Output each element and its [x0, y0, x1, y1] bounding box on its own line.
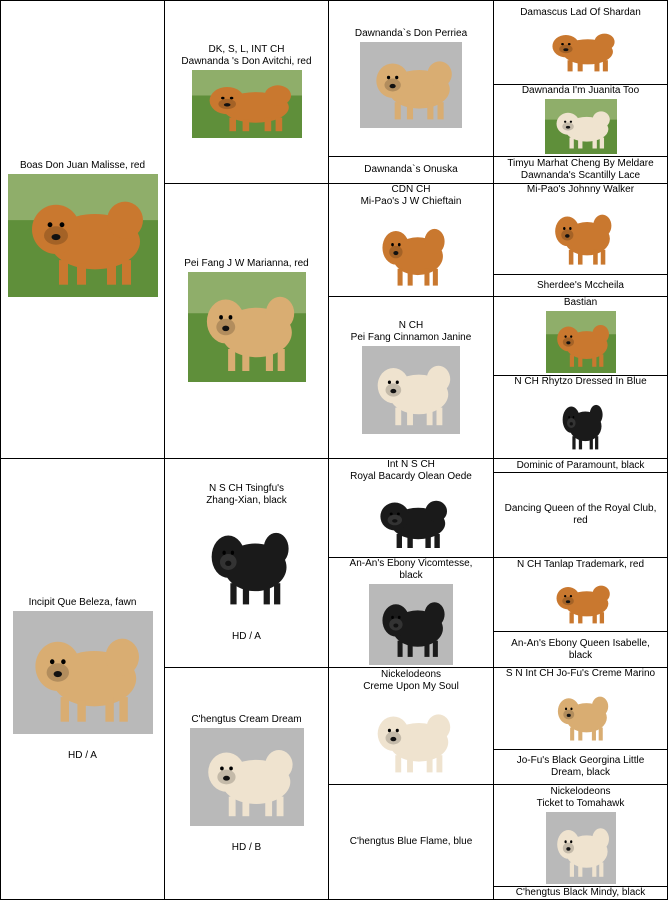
dog-name-line1: Pei Fang J W Marianna, red [184, 258, 309, 269]
dog-photo [13, 611, 153, 734]
dog-photo [546, 311, 616, 373]
dog-name-line2: Dawnanda 's Don Avitchi, red [181, 56, 312, 67]
pedigree-cell-d15 [493, 0, 668, 85]
dog-name-line1: Int N S CH [387, 459, 435, 470]
dog-photo [545, 99, 617, 154]
dog-photo [547, 682, 615, 747]
pedigree-cell-d19 [493, 274, 668, 297]
dog-name-line2: black [399, 570, 423, 581]
dog-name-line1: Jo-Fu's Black Georgina Little [516, 755, 645, 766]
pedigree-cell-d27 [493, 749, 668, 785]
health-score: HD / B [231, 841, 262, 853]
dog-photo [362, 695, 460, 781]
dog-photo [8, 174, 158, 297]
pedigree-cell-d22 [493, 458, 668, 473]
dog-name-line1: An-An's Ebony Vicomtesse, [349, 558, 473, 569]
dog-name-line2: Mi-Pao's J W Chieftain [360, 196, 462, 207]
dog-name-line1: Timyu Marhat Cheng By Meldare [507, 158, 654, 169]
pedigree-cell-d13 [328, 667, 494, 785]
dog-photo [188, 272, 306, 382]
dog-photo [360, 42, 462, 128]
dog-photo [543, 198, 619, 272]
pedigree-cell-d2 [0, 458, 165, 900]
pedigree-cell-d3 [164, 0, 329, 184]
dog-name-line2: Ticket to Tomahawk [536, 797, 625, 809]
dog-photo [369, 210, 453, 294]
dog-name-line1: Nickelodeons [380, 669, 442, 680]
pedigree-cell-d1 [0, 0, 165, 459]
dog-name-line1: Bastian [563, 297, 598, 308]
dog-photo [369, 584, 453, 665]
pedigree-cell-d18 [493, 183, 668, 275]
dog-name-line1: C'hengtus Black Mindy, black [515, 887, 646, 898]
health-score: HD / A [232, 631, 261, 642]
pedigree-cell-d25 [493, 631, 668, 668]
dog-name-line1: Dominic of Paramount, black [516, 459, 645, 471]
dog-name-line2: Creme Upon My Soul [363, 681, 459, 692]
dog-photo [554, 390, 608, 456]
health-score: HD / A [68, 749, 97, 761]
dog-name-line2: Zhang-Xian, black [206, 495, 287, 506]
pedigree-cell-d10 [328, 296, 494, 459]
dog-photo [192, 70, 302, 138]
dog-name-line1: Sherdee's Mccheila [537, 279, 624, 291]
dog-name-line1: Dancing Queen of the Royal Club, [504, 503, 657, 514]
pedigree-cell-d14 [328, 784, 494, 900]
dog-photo [545, 573, 617, 629]
dog-photo [195, 509, 299, 615]
dog-name-line1: Nickelodeons [550, 785, 611, 797]
pedigree-cell-d9 [328, 183, 494, 297]
pedigree-cell-d4 [164, 183, 329, 459]
dog-name-line2: Dawnanda's Scantilly Lace [520, 170, 641, 181]
dog-name-line1: N CH [398, 319, 424, 331]
dog-name-line2: Royal Bacardy Olean Oede [350, 471, 472, 482]
dog-name-line1: CDN CH [391, 184, 431, 195]
dog-name-line2: red [573, 515, 588, 526]
dog-photo [539, 21, 623, 77]
dog-name-line1: Dawnanda I'm Juanita Too [521, 85, 640, 96]
dog-name-line1: DK, S, L, INT CH [208, 44, 285, 55]
pedigree-cell-d24 [493, 557, 668, 632]
dog-name-line2: black [568, 649, 593, 661]
pedigree-cell-d16 [493, 84, 668, 157]
pedigree-cell-d23 [493, 472, 668, 558]
pedigree-cell-d29 [493, 886, 668, 900]
pedigree-cell-d12 [328, 557, 494, 668]
dog-name-line1: N S CH Tsingfu's [208, 483, 285, 494]
dog-name-line1: N CH Tanlap Trademark, red [516, 558, 645, 570]
pedigree-cell-d11 [328, 458, 494, 558]
dog-name-line1: Incipit Que Beleza, fawn [28, 596, 137, 608]
pedigree-cell-d20 [493, 296, 668, 376]
pedigree-cell-d5 [164, 458, 329, 668]
dog-name-line1: An-An's Ebony Queen Isabelle, [511, 637, 650, 649]
dog-name-line1: Dawnanda`s Don Perriea [354, 27, 468, 39]
dog-name-line1: Dawnanda`s Onuska [364, 164, 458, 175]
dog-photo [362, 346, 460, 434]
dog-name-line1: Damascus Lad Of Shardan [520, 6, 641, 18]
dog-name-line1: Mi-Pao's Johnny Walker [526, 184, 635, 195]
pedigree-cell-d21 [493, 375, 668, 459]
pedigree-cell-d26 [493, 667, 668, 750]
pedigree-cell-d8 [328, 156, 494, 184]
dog-name-line1: S N Int CH Jo-Fu's Creme Marino [505, 668, 656, 679]
pedigree-cell-d7 [328, 0, 494, 157]
pedigree-cell-d28 [493, 784, 668, 887]
dog-name-line2: Dream, black [551, 767, 610, 778]
pedigree-cell-d6 [164, 667, 329, 900]
dog-name-line1: C'hengtus Cream Dream [191, 713, 302, 725]
dog-photo [366, 485, 456, 555]
dog-photo [546, 812, 616, 884]
dog-name-line1: C'hengtus Blue Flame, blue [349, 836, 473, 847]
pedigree-cell-d17 [493, 156, 668, 184]
dog-name-line1: N CH Rhytzo Dressed In Blue [514, 376, 647, 387]
dog-name-line2: Pei Fang Cinnamon Janine [350, 331, 472, 343]
dog-photo [190, 728, 304, 826]
dog-name-line1: Boas Don Juan Malisse, red [19, 160, 146, 171]
